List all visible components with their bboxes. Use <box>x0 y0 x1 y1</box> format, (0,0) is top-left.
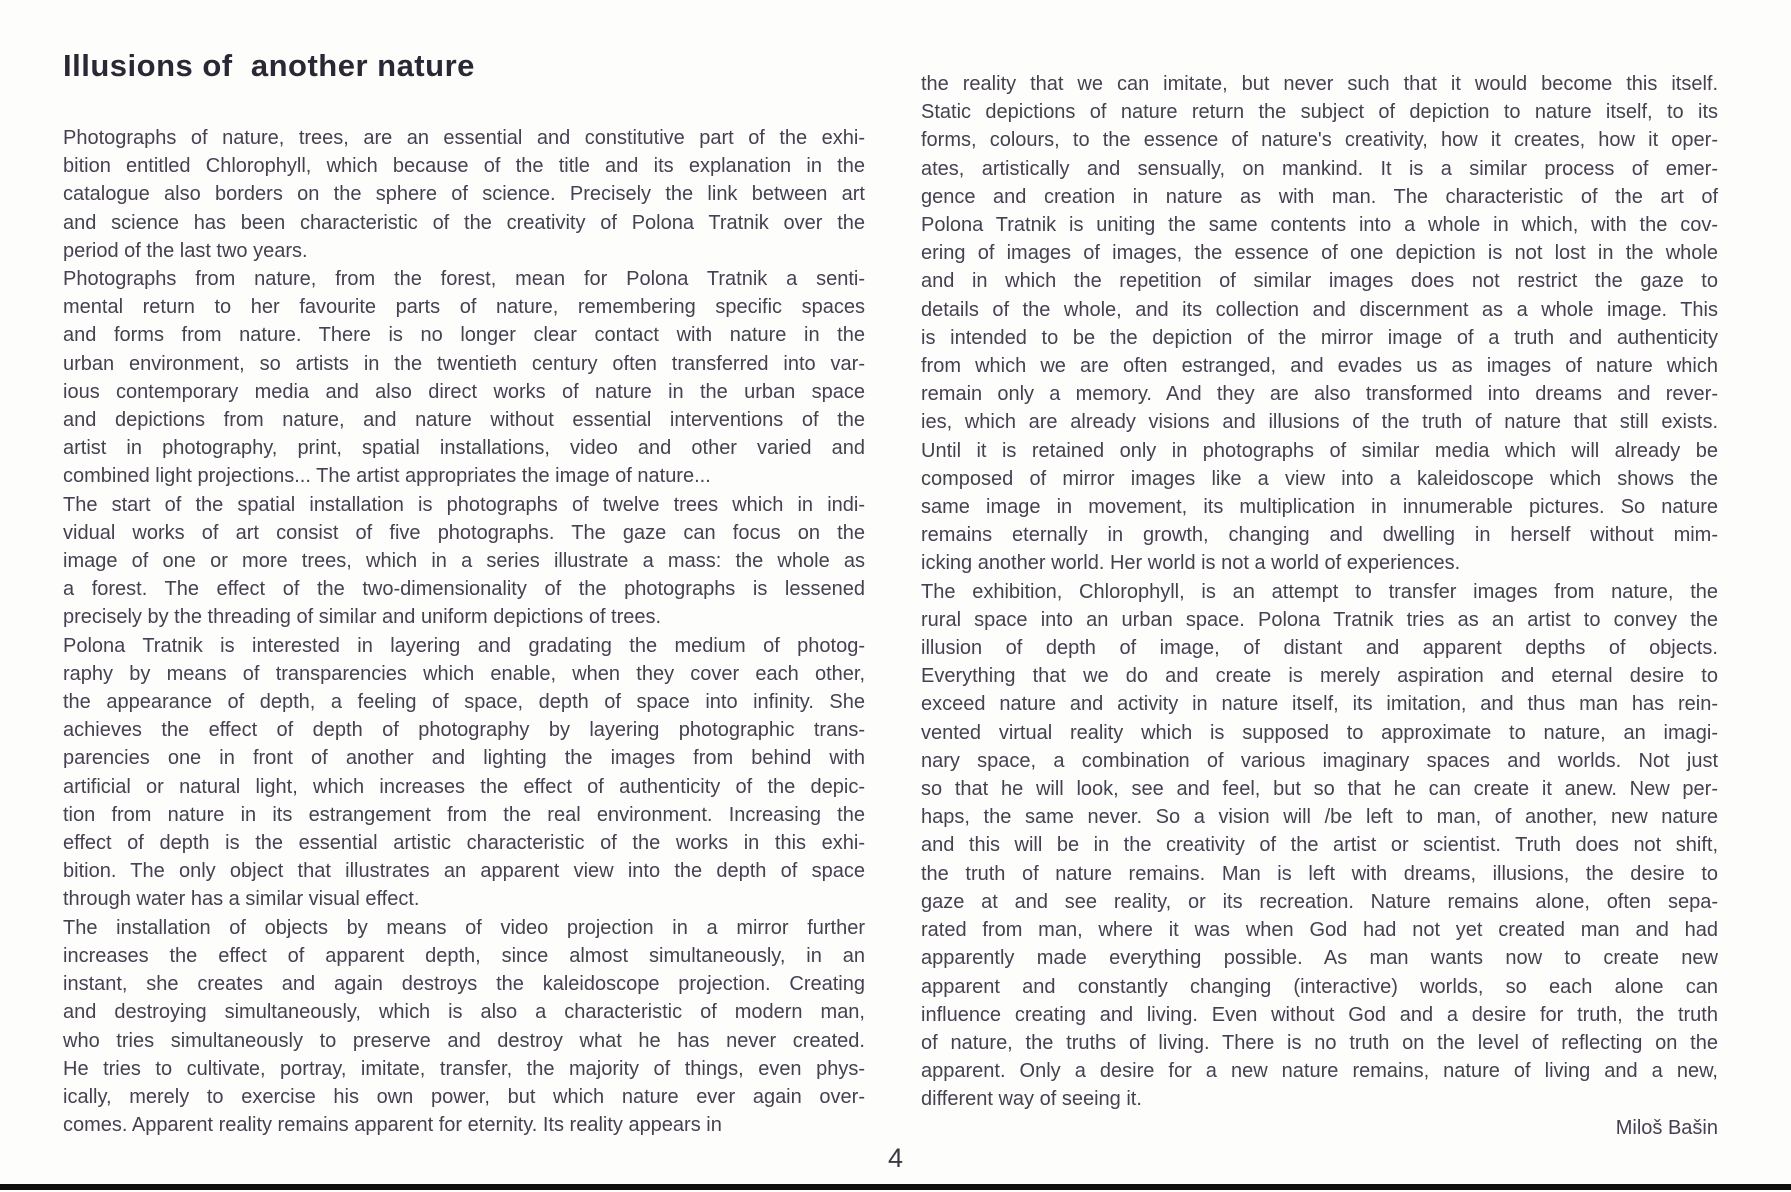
left-column-text-p5-line4: and destroying simultaneously, which is also a characteristic of modern man, <box>63 1001 865 1024</box>
right-column-text-p2-line2: rural space into an urban space. Polona Tratnik tries as an artist to convey the <box>921 608 1718 631</box>
left-column-text-p5-line6: He tries to cultivate, portray, imitate, transfer, the majority of things, even phys- <box>63 1057 865 1080</box>
right-column-text-p1-line9: details of the whole, and its collection and discernment as a whole image. This <box>921 298 1718 321</box>
left-column-text-p2-line8: combined light projections... The artist appropriates the image of nature... <box>63 465 711 488</box>
right-column-text-p2-line9: haps, the same never. So a vision will /be left to man, of another, new nature <box>921 806 1718 829</box>
left-column-text-p4-line7: tion from nature in its estrangement from the real environment. Increasing the <box>63 803 865 826</box>
left-column-text-p2-line3: and forms from nature. There is no longer clear contact with nature in the <box>63 324 865 347</box>
left-column-text-p1-line4: and science has been characteristic of the creativity of Polona Tratnik over the <box>63 211 865 234</box>
left-column-text-p4-line6: artificial or natural light, which increases the effect of authenticity of the depic- <box>63 775 865 798</box>
left-column-text-p3-line5: precisely by the threading of similar and uniform depictions of trees. <box>63 606 662 629</box>
right-column-text-p1-line17: remains eternally in growth, changing and dwelling in herself without mim- <box>921 524 1718 547</box>
right-column-text-p1-line14: Until it is retained only in photographs of similar media which will already be <box>921 439 1718 462</box>
left-column-text-p1-line5: period of the last two years. <box>63 239 308 262</box>
right-column-text-p1-line10: is intended to be the depiction of the mirror image of a truth and authenticity <box>921 326 1718 349</box>
right-column-text-p2-line1: The exhibition, Chlorophyll, is an attempt to transfer images from nature, the <box>921 580 1718 603</box>
left-column-text-p3-line4: a forest. The effect of the two-dimensionality of the photographs is lessened <box>63 578 865 601</box>
left-column-text-p2-line5: ious contemporary media and also direct works of nature in the urban space <box>63 380 865 403</box>
left-column-text-p4-line9: bition. The only object that illustrates an apparent view into the depth of space <box>63 860 865 883</box>
left-column-text-p1-line2: bition entitled Chlorophyll, which because of the title and its explanation in the <box>63 155 865 178</box>
right-column-text-p1-line8: and in which the repetition of similar images does not restrict the gaze to <box>921 270 1718 293</box>
right-column-text-p2-line10: and this will be in the creativity of the artist or scientist. Truth does not shift, <box>921 834 1718 857</box>
right-column-text-p2-line5: exceed nature and activity in nature itself, its imitation, and thus man has rein- <box>921 693 1718 716</box>
left-column-text-p5-line8: comes. Apparent reality remains apparent for eternity. Its reality appears in <box>63 1114 722 1137</box>
left-column-text <box>63 124 865 1139</box>
right-column-text-p2-line12: gaze at and see reality, or its recreation. Nature remains alone, often sepa- <box>921 890 1718 913</box>
right-column-text-p2-line11: the truth of nature remains. Man is left with dreams, illusions, the desire to <box>921 862 1718 885</box>
right-column-text-p2-line6: vented virtual reality which is supposed to approximate to nature, an imagi- <box>921 721 1718 744</box>
left-column-text-p3-line2: vidual works of art consist of five photographs. The gaze can focus on the <box>63 521 865 544</box>
right-column-text-p1-line12: remain only a memory. And they are also transformed into dreams and rever- <box>921 383 1718 406</box>
left-column-text-p5-line3: instant, she creates and again destroys the kaleidoscope projection. Creating <box>63 973 865 996</box>
right-column-text-p2-line19: different way of seeing it. <box>921 1088 1142 1111</box>
right-column-text-p2-line4: Everything that we do and create is merely aspiration and eternal desire to <box>921 665 1718 688</box>
right-column-text-p1-line3: forms, colours, to the essence of nature's creativity, how it creates, how it oper- <box>921 129 1718 152</box>
left-column-text-p4-line8: effect of depth is the essential artistic characteristic of the works in this exhi- <box>63 832 865 855</box>
left-column-text-p4-line4: achieves the effect of depth of photography by layering photographic trans- <box>63 719 865 742</box>
left-column-text-p5-line1: The installation of objects by means of video projection in a mirror further <box>63 916 865 939</box>
left-column-text-p4-line5: parencies one in front of another and lighting the images from behind with <box>63 747 865 770</box>
right-column-text-p2-line7: nary space, a combination of various imaginary spaces and worlds. Not just <box>921 749 1718 772</box>
right-column-text-p1-line11: from which we are often estranged, and evades us as images of nature which <box>921 355 1718 378</box>
page-title: Illusions of another nature <box>63 48 475 83</box>
right-column-text-p1-line13: ies, which are already visions and illusions of the truth of nature that still exists. <box>921 411 1718 434</box>
right-column-text-p1-line6: Polona Tratnik is uniting the same contents into a whole in which, with the cov- <box>921 214 1718 237</box>
right-column-text-p2-line8: so that he will look, see and feel, but so that he can create it anew. New per- <box>921 778 1718 801</box>
right-column-text-p2-line13: rated from man, where it was when God had not yet created man and had <box>921 919 1718 942</box>
left-column-text-p2-line4: urban environment, so artists in the twentieth century often transferred into var- <box>63 352 865 375</box>
right-column-text-p2-line14: apparently made everything possible. As man wants now to create new <box>921 947 1718 970</box>
right-column-text-p1-line2: Static depictions of nature return the subject of depiction to nature itself, to its <box>921 101 1718 124</box>
left-column-text-p4-line2: raphy by means of transparencies which enable, when they cover each other, <box>63 662 865 685</box>
left-column-text-p2-line1: Photographs from nature, from the forest, mean for Polona Tratnik a senti- <box>63 268 865 291</box>
author-credit: Miloš Bašin <box>1615 1116 1718 1139</box>
left-column-text-p2-line6: and depictions from nature, and nature without essential interventions of the <box>63 409 865 432</box>
right-column-text-p1-line4: ates, artistically and sensually, on mankind. It is a similar process of emer- <box>921 157 1718 180</box>
left-column-text-p1-line3: catalogue also borders on the sphere of science. Precisely the link between art <box>63 183 865 206</box>
left-column-text-p4-line10: through water has a similar visual effect. <box>63 888 420 911</box>
left-column-text-p5-line7: ically, merely to exercise his own power, but which nature ever again over- <box>63 1085 865 1108</box>
right-column-text-p2-line17: of nature, the truths of living. There is no truth on the level of reflecting on the <box>921 1031 1718 1054</box>
right-column-text <box>921 70 1718 1142</box>
left-column-text-p5-line2: increases the effect of apparent depth, since almost simultaneously, in an <box>63 944 865 967</box>
left-column-text-p1-line1: Photographs of nature, trees, are an essential and constitutive part of the exhi- <box>63 127 865 149</box>
left-column-text-p2-line7: artist in photography, print, spatial installations, video and other varied and <box>63 437 865 460</box>
right-column-text-p1-line15: composed of mirror images like a view into a kaleidoscope which shows the <box>921 467 1718 490</box>
right-column-text-p2-line3: illusion of depth of image, of distant and apparent depths of objects. <box>921 637 1718 660</box>
left-column-text-p4-line1: Polona Tratnik is interested in layering and gradating the medium of photog- <box>63 634 865 657</box>
right-column-text-p2-line16: influence creating and living. Even without God and a desire for truth, the truth <box>921 1003 1718 1026</box>
left-column-text-p4-line3: the appearance of depth, a feeling of space, depth of space into infinity. She <box>63 691 865 714</box>
right-column-text-p2-line15: apparent and constantly changing (interactive) worlds, so each alone can <box>921 975 1718 998</box>
right-column-text-p1-line16: same image in movement, its multiplication in innumerable pictures. So nature <box>921 496 1718 519</box>
right-column-text-p1-line1: the reality that we can imitate, but never such that it would become this itself. <box>921 73 1718 95</box>
left-column-text-p5-line5: who tries simultaneously to preserve and destroy what he has never created. <box>63 1029 865 1052</box>
footer-divider-bar <box>0 1184 1791 1190</box>
left-column-text-p2-line2: mental return to her favourite parts of nature, remembering specific spaces <box>63 296 865 319</box>
right-column-text-p2-line18: apparent. Only a desire for a new nature remains, nature of living and a new, <box>921 1060 1718 1083</box>
right-column-text-p1-line7: ering of images of images, the essence of one depiction is not lost in the whole <box>921 242 1718 265</box>
page-number: 4 <box>887 1143 904 1173</box>
right-column-text-p1-line18: icking another world. Her world is not a world of experiences. <box>921 552 1461 575</box>
right-column-text-p1-line5: gence and creation in nature as with man. The characteristic of the art of <box>921 185 1718 208</box>
left-column-text-p3-line3: image of one or more trees, which in a series illustrate a mass: the whole as <box>63 550 865 573</box>
left-column-text-p3-line1: The start of the spatial installation is photographs of twelve trees which in indi- <box>63 493 865 516</box>
